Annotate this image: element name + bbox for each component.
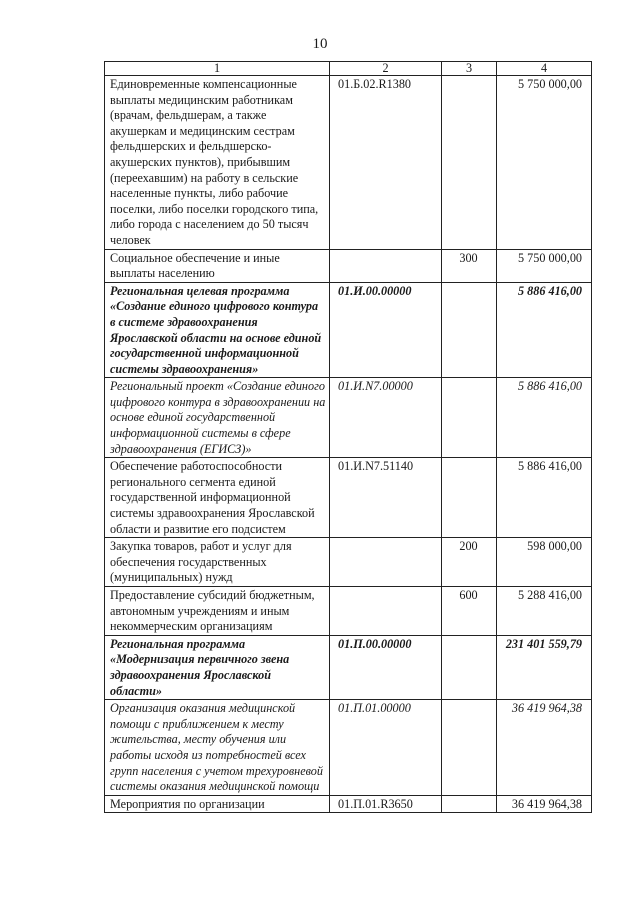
row-amount-cell: 598 000,00 (497, 538, 592, 587)
row-name-cell: Мероприятия по организации (105, 795, 330, 813)
row-expense-type-cell: 600 (442, 587, 497, 636)
row-name-cell: Предоставление субсидий бюджетным, автономным учреждениям и иным некоммерческим организациям (105, 587, 330, 636)
page-number: 10 (312, 36, 328, 52)
row-amount-cell: 36 419 964,38 (497, 700, 592, 796)
row-amount-cell: 231 401 559,79 (497, 635, 592, 699)
table-row (105, 700, 592, 796)
row-amount-cell: 5 886 416,00 (497, 458, 592, 538)
row-name-cell: Организация оказания медицинской помощи с приближением к месту жительства, месту обучения или работы исходя из потребностей всех групп населения с учетом трехуровневой системы оказания медицинской помощи (105, 700, 330, 796)
table-row (105, 538, 592, 587)
row-code-cell (330, 249, 442, 282)
row-name-cell: Региональная целевая программа «Создание единого цифрового контура в системе здравоохранения Ярославской области на основе единой государственной информационной системы здравоохранения» (105, 282, 330, 378)
table-row (105, 795, 592, 813)
row-code-cell: 01.И.00.00000 (330, 282, 442, 378)
column-number: 1 (105, 62, 330, 76)
row-amount-cell: 5 750 000,00 (497, 76, 592, 250)
row-code-cell: 01.П.01.00000 (330, 700, 442, 796)
row-name-cell: Закупка товаров, работ и услуг для обеспечения государственных (муниципальных) нужд (105, 538, 330, 587)
table-row (105, 282, 592, 378)
table-row (105, 76, 592, 250)
row-expense-type-cell (442, 700, 497, 796)
row-expense-type-cell (442, 378, 497, 458)
row-expense-type-cell (442, 635, 497, 699)
row-expense-type-cell (442, 282, 497, 378)
row-amount-cell: 5 288 416,00 (497, 587, 592, 636)
column-number: 2 (330, 62, 442, 76)
column-number: 3 (442, 62, 497, 76)
row-expense-type-cell (442, 795, 497, 813)
table-row (105, 635, 592, 699)
row-code-cell: 01.П.00.00000 (330, 635, 442, 699)
row-expense-type-cell: 200 (442, 538, 497, 587)
row-name-cell: Единовременные компенсационные выплаты медицинским работникам (врачам, фельдшерам, а также акушеркам и медицинским сестрам фельдшерских и фельдшерско-акушерских пунктов), прибывшим (переехавшим) на работу в сельские населенные пункты, либо рабочие поселки, либо поселки городского типа, либо города с населением до 50 тысяч человек (105, 76, 330, 250)
row-code-cell (330, 587, 442, 636)
row-code-cell: 01.И.N7.51140 (330, 458, 442, 538)
row-code-cell (330, 538, 442, 587)
budget-table (104, 61, 592, 813)
table-row (105, 378, 592, 458)
table-row (105, 587, 592, 636)
row-amount-cell: 5 886 416,00 (497, 282, 592, 378)
row-name-cell: Социальное обеспечение и иные выплаты населению (105, 249, 330, 282)
row-expense-type-cell: 300 (442, 249, 497, 282)
row-code-cell: 01.Б.02.R1380 (330, 76, 442, 250)
row-expense-type-cell (442, 76, 497, 250)
column-number-row (105, 62, 592, 76)
row-name-cell: Региональная программа «Модернизация первичного звена здравоохранения Ярославской области» (105, 635, 330, 699)
table-row (105, 249, 592, 282)
table-row (105, 458, 592, 538)
column-number: 4 (497, 62, 592, 76)
row-code-cell: 01.П.01.R3650 (330, 795, 442, 813)
row-amount-cell: 5 886 416,00 (497, 378, 592, 458)
row-amount-cell: 5 750 000,00 (497, 249, 592, 282)
row-name-cell: Обеспечение работоспособности регионального сегмента единой государственной информационной системы здравоохранения Ярославской области и развитие его подсистем (105, 458, 330, 538)
row-name-cell: Региональный проект «Создание единого цифрового контура в здравоохранении на основе единой государственной информационной системы в сфере здравоохранения (ЕГИСЗ)» (105, 378, 330, 458)
row-amount-cell: 36 419 964,38 (497, 795, 592, 813)
row-code-cell: 01.И.N7.00000 (330, 378, 442, 458)
row-expense-type-cell (442, 458, 497, 538)
